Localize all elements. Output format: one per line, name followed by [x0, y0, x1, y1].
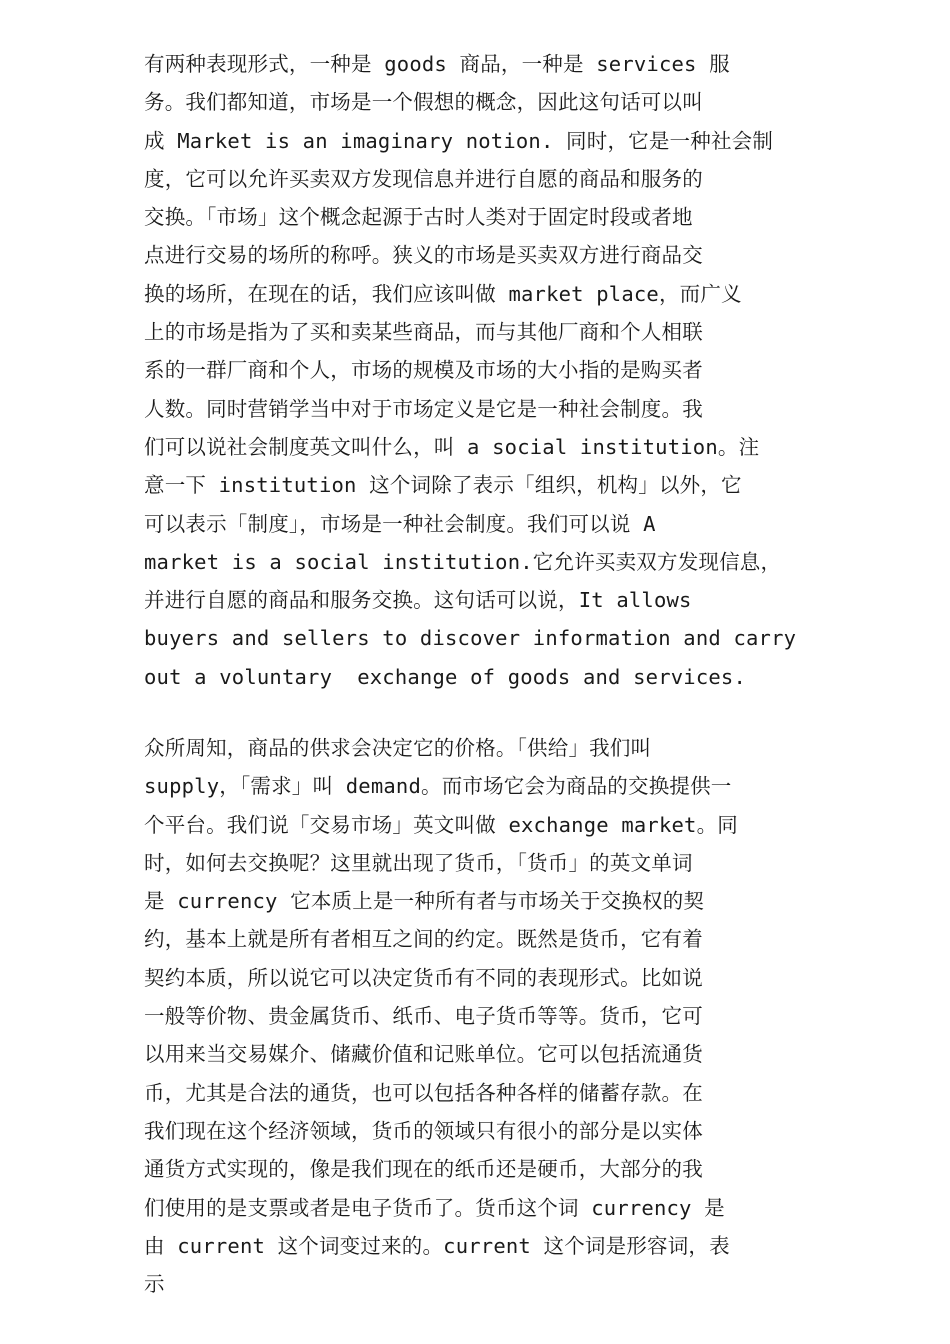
text-line: 并进行自愿的商品和服务交换。这句话可以说，It allows	[144, 588, 692, 613]
text-line: 换的场所，在现在的话，我们应该叫做 market place，而广义	[144, 281, 742, 306]
text-line: 众所周知，商品的供求会决定它的价格。「供给」我们叫	[144, 736, 652, 760]
text-line: 契约本质，所以说它可以决定货币有不同的表现形式。比如说	[144, 965, 703, 990]
text-line: 是 currency 它本质上是一种所有者与市场关于交换权的契	[144, 889, 705, 914]
text-line: 务。我们都知道，市场是一个假想的概念，因此这句话可以叫	[144, 90, 703, 115]
text-line: 人数。同时营销学当中对于市场定义是它是一种社会制度。我	[144, 396, 703, 421]
text-line: 币，尤其是合法的通货，也可以包括各种各样的储蓄存款。在	[144, 1080, 703, 1105]
text-line: 们使用的是支票或者是电子货币了。货币这个词 currency 是	[144, 1195, 725, 1220]
text-line: 通货方式实现的，像是我们现在的纸币还是硬币，大部分的我	[144, 1157, 703, 1182]
text-line: 有两种表现形式，一种是 goods 商品，一种是 services 服	[144, 52, 730, 76]
text-line: 系的一群厂商和个人，市场的规模及市场的大小指的是购买者	[144, 358, 703, 383]
text-line: 由 current 这个词变过来的。current 这个词是形容词，表	[144, 1233, 730, 1258]
text-line: 可以表示「制度」，市场是一种社会制度。我们可以说 A	[144, 511, 656, 536]
text-line: 度，它可以允许买卖双方发现信息并进行自愿的商品和服务的	[144, 166, 703, 191]
text-line: 们可以说社会制度英文叫什么，叫 a social institution。注	[144, 434, 760, 459]
text-line: buyers and sellers to discover information and carry	[144, 626, 797, 651]
text-line: 我们现在这个经济领域，货币的领域只有很小的部分是以实体	[144, 1118, 703, 1143]
text-line: market is a social institution.它允许买卖双方发现信息，	[144, 549, 782, 574]
text-line: supply，「需求」叫 demand。而市场它会为商品的交换提供一	[144, 774, 732, 799]
text-line: 交换。「市场」这个概念起源于古时人类对于固定时段或者地	[144, 205, 693, 230]
text-line: 一般等价物、贵金属货币、纸币、电子货币等等。货币，它可	[144, 1004, 703, 1029]
text-line: 约，基本上就是所有者相互之间的约定。既然是货币，它有着	[144, 927, 703, 952]
text-line: 示	[144, 1272, 165, 1297]
text-line: out a voluntary exchange of goods and services.	[144, 664, 747, 689]
text-line: 时，如何去交换呢？这里就出现了货币，「货币」的英文单词	[144, 850, 693, 875]
text-line: 成 Market is an imaginary notion. 同时，它是一种社会制	[144, 128, 774, 153]
text-line: 上的市场是指为了买和卖某些商品，而与其他厂商和个人相联	[144, 320, 703, 345]
text-line: 个平台。我们说「交易市场」英文叫做 exchange market。同	[144, 812, 738, 837]
text-line: 意一下 institution 这个词除了表示「组织，机构」以外，它	[144, 473, 742, 498]
paragraph-market-definition	[144, 45, 804, 696]
text-line: 以用来当交易媒介、储藏价值和记账单位。它可以包括流通货	[144, 1042, 703, 1067]
text-line: 点进行交易的场所的称呼。狭义的市场是买卖双方进行商品交	[144, 243, 703, 268]
paragraph-currency	[144, 729, 804, 1303]
